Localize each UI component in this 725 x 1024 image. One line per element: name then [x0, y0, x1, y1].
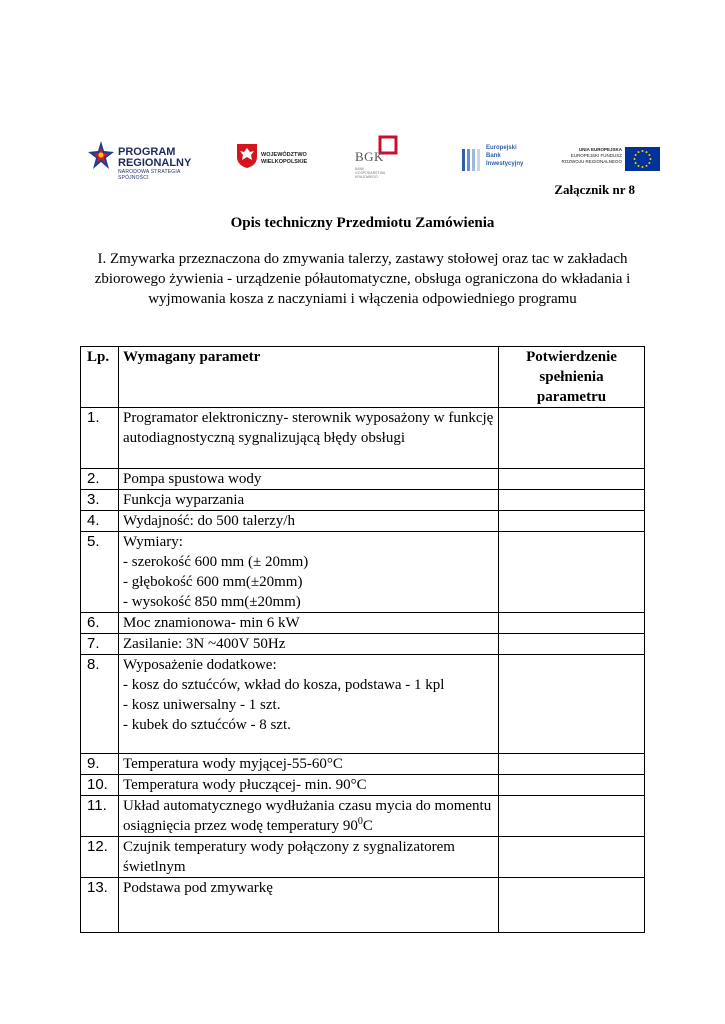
program-logo-subtitle: NARODOWA STRATEGIA SPÓJNOŚCI — [118, 169, 181, 181]
row-number: 5. — [81, 532, 119, 613]
ebi-bars-icon — [462, 149, 482, 171]
eu-line2: EUROPEJSKI FUNDUSZ — [570, 153, 622, 158]
row-number: 13. — [81, 878, 119, 933]
table-row — [81, 775, 645, 796]
header-confirm: Potwierdzenie spełnienia parametru — [499, 347, 645, 408]
row-confirmation-cell — [499, 613, 645, 634]
row-parameter: Temperatura wody myjącej-55-60°C — [119, 754, 499, 775]
row-confirmation-cell — [499, 754, 645, 775]
row-number: 2. — [81, 469, 119, 490]
eu-logo — [560, 135, 660, 185]
table-row — [81, 655, 645, 754]
document-title: Opis techniczny Przedmiotu Zamówienia — [230, 215, 495, 231]
eu-line3: ROZWOJU REGIONALNEGO — [561, 159, 622, 164]
row-parameter: Wyposażenie dodatkowe: - kosz do sztućców, wkład do kosza, podstawa - 1 kpl - kosz uniwersalny - 1 szt. - kubek do sztućców - 8 szt. — [119, 655, 499, 754]
row-parameter: Podstawa pod zmywarkę — [119, 878, 499, 933]
eu-line1: UNIA EUROPEJSKA — [578, 147, 622, 152]
table-header-row — [81, 347, 645, 408]
table-row — [81, 511, 645, 532]
row-number: 12. — [81, 837, 119, 878]
row-parameter: Moc znamionowa- min 6 kW — [119, 613, 499, 634]
row-number: 10. — [81, 775, 119, 796]
row-parameter: Wydajność: do 500 talerzy/h — [119, 511, 499, 532]
row-confirmation-cell — [499, 878, 645, 933]
row-parameter: Funkcja wyparzania — [119, 490, 499, 511]
table-row — [81, 878, 645, 933]
row-number: 11. — [81, 796, 119, 837]
annex-label: Załącznik nr 8 — [554, 182, 635, 197]
row-confirmation-cell — [499, 655, 645, 754]
row-parameter-text: Układ automatycznego wydłużania czasu mycia do momentu osiągnięcia przez wodę temperatury 90 — [123, 798, 492, 834]
wielkopolska-logo — [236, 135, 316, 185]
table-row — [81, 408, 645, 469]
row-parameter — [119, 796, 499, 837]
program-logo-line1: PROGRAM — [118, 146, 176, 158]
table-row — [81, 837, 645, 878]
row-parameter: Pompa spustowa wody — [119, 469, 499, 490]
row-number: 8. — [81, 655, 119, 754]
row-number: 4. — [81, 511, 119, 532]
wielkopolska-line2: WIELKOPOLSKIE — [261, 159, 308, 165]
row-confirmation-cell — [499, 490, 645, 511]
table-row — [81, 754, 645, 775]
row-confirmation-cell — [499, 775, 645, 796]
row-number: 3. — [81, 490, 119, 511]
bgk-name: BGK — [355, 149, 384, 164]
degree-superscript: 0 — [357, 816, 363, 827]
wielkopolska-crest-icon — [236, 143, 258, 169]
row-confirmation-cell — [499, 532, 645, 613]
row-parameter: Programator elektroniczny- sterownik wyposażony w funkcję autodiagnostyczną sygnalizującą błędy obsługi — [119, 408, 499, 469]
table-row — [81, 532, 645, 613]
eu-flag-icon — [625, 147, 660, 171]
row-confirmation-cell — [499, 511, 645, 532]
header-param: Wymagany parametr — [119, 347, 499, 408]
table-row — [81, 634, 645, 655]
header-lp: Lp. — [81, 347, 119, 408]
program-logo-line2: REGIONALNY — [118, 157, 192, 169]
ebi-line1: Europejski — [486, 145, 517, 151]
row-confirmation-cell — [499, 408, 645, 469]
row-confirmation-cell — [499, 837, 645, 878]
row-confirmation-cell — [499, 796, 645, 837]
table-row — [81, 613, 645, 634]
table-row — [81, 469, 645, 490]
row-number: 1. — [81, 408, 119, 469]
ebi-logo — [462, 135, 542, 185]
ebi-line3: Inwestycyjny — [486, 161, 524, 167]
program-regionalny-logo — [88, 135, 208, 185]
row-parameter: Temperatura wody płuczącej- min. 90°C — [119, 775, 499, 796]
row-number: 6. — [81, 613, 119, 634]
program-regionalny-star-icon — [88, 139, 114, 175]
row-confirmation-cell — [499, 469, 645, 490]
wielkopolska-line1: WOJEWÓDZTWO — [261, 152, 307, 158]
logo-strip — [88, 135, 660, 185]
parameters-table — [80, 346, 645, 933]
table-row — [81, 796, 645, 837]
row-confirmation-cell — [499, 634, 645, 655]
ebi-line2: Bank — [486, 153, 501, 159]
bgk-subtitle: BANK GOSPODARSTWA KRAJOWEGO — [355, 167, 386, 179]
row-parameter: Czujnik temperatury wody połączony z sygnalizatorem świetlnym — [119, 837, 499, 878]
row-number: 9. — [81, 754, 119, 775]
intro-paragraph: I. Zmywarka przeznaczona do zmywania talerzy, zastawy stołowej oraz tac w zakładach zbiorowego żywienia - urządzenie półautomatyczne, obsługa ograniczona do wkładania i wyjmowania kosza z naczyniami i włączenia odpowiedniego programu — [94, 251, 631, 307]
row-parameter: Wymiary: - szerokość 600 mm (± 20mm) - głębokość 600 mm(±20mm) - wysokość 850 mm(±20mm) — [119, 532, 499, 613]
table-row — [81, 490, 645, 511]
bgk-logo — [350, 135, 422, 185]
row-number: 7. — [81, 634, 119, 655]
row-parameter-unit: C — [362, 818, 373, 834]
row-parameter: Zasilanie: 3N ~400V 50Hz — [119, 634, 499, 655]
